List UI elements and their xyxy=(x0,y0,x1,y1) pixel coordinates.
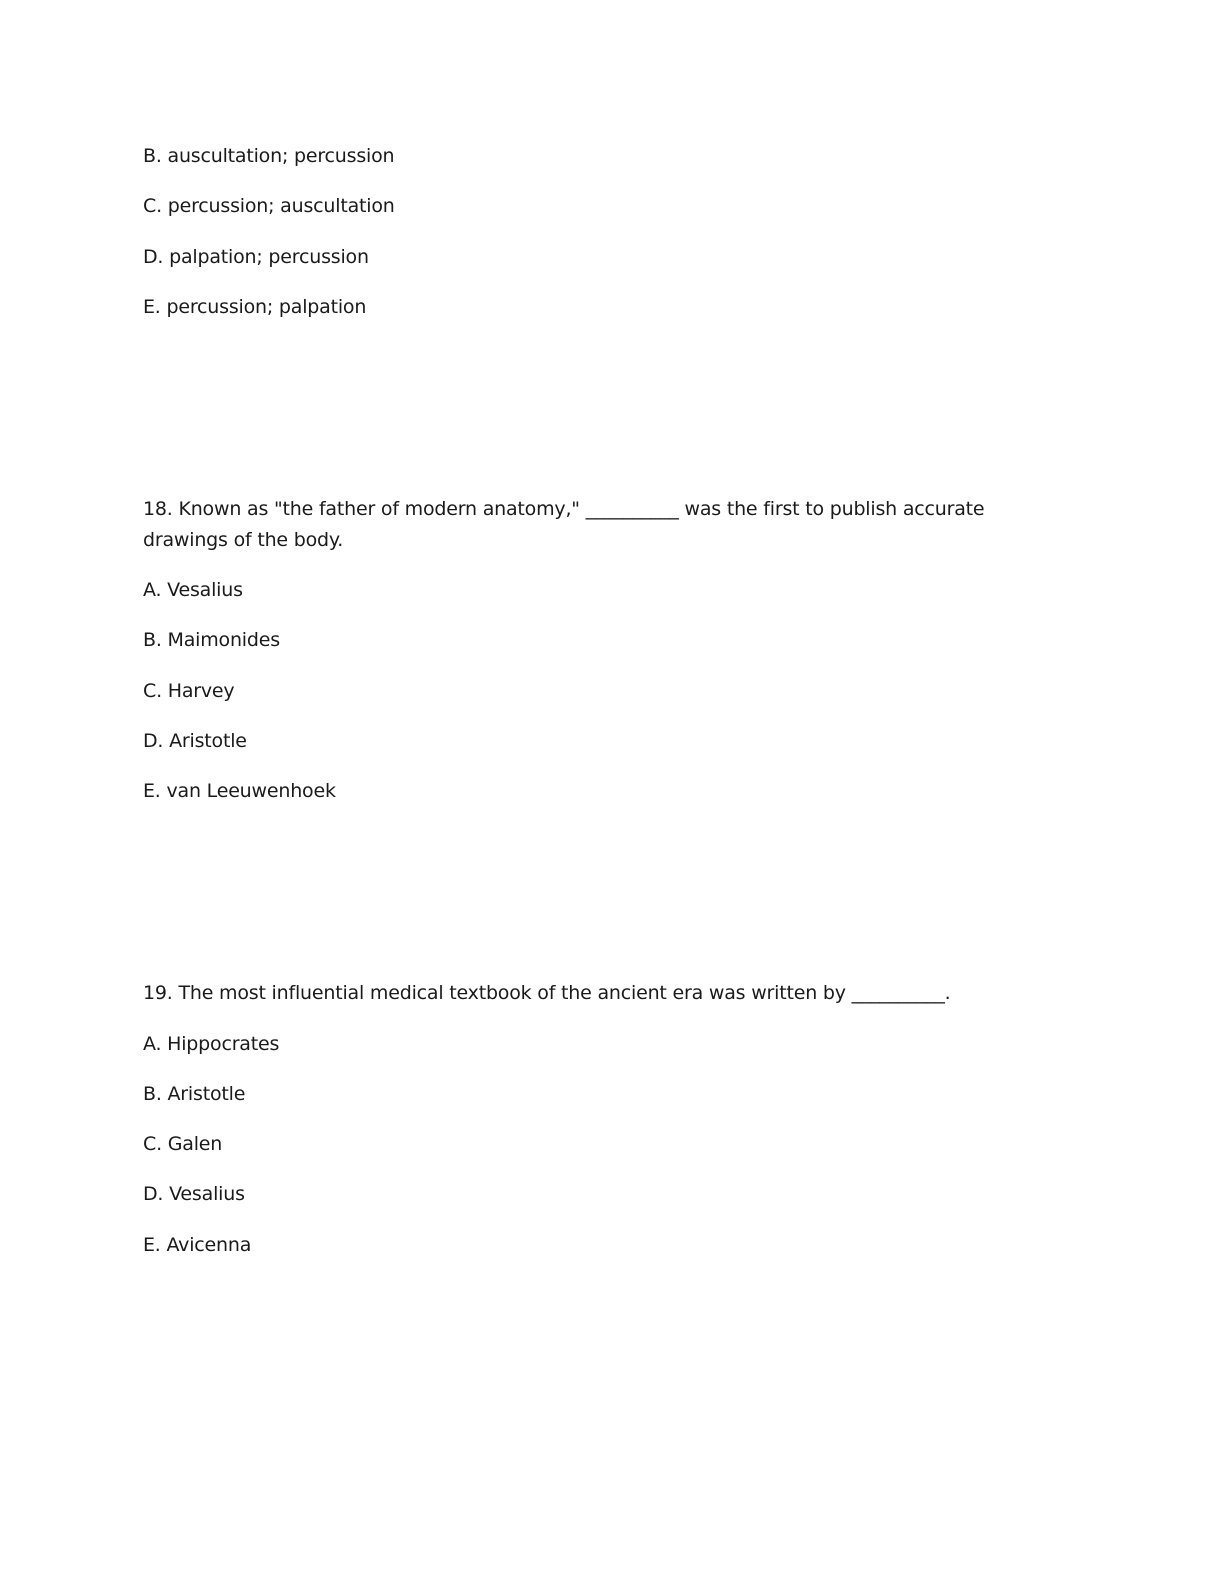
option-e: E. van Leeuwenhoek xyxy=(143,780,336,802)
option-b: B. Maimonides xyxy=(143,629,280,651)
option-c: C. Harvey xyxy=(143,680,235,702)
question-19-text: 19. The most influential medical textbook of the ancient era was written by __________. xyxy=(143,982,951,1004)
option-e: E. percussion; palpation xyxy=(143,296,367,318)
question-18-text: 18. Known as "the father of modern anatomy," __________ was the first to publish accurate drawings of the body. xyxy=(143,498,985,551)
option-c: C. Galen xyxy=(143,1133,223,1155)
option-a: A. Vesalius xyxy=(143,579,243,601)
option-b: B. Aristotle xyxy=(143,1083,246,1105)
option-a: A. Hippocrates xyxy=(143,1033,280,1055)
option-b: B. auscultation; percussion xyxy=(143,145,395,167)
option-e: E. Avicenna xyxy=(143,1234,252,1256)
option-d: D. palpation; percussion xyxy=(143,246,369,268)
option-c: C. percussion; auscultation xyxy=(143,195,395,217)
option-d: D. Vesalius xyxy=(143,1183,245,1205)
option-d: D. Aristotle xyxy=(143,730,247,752)
